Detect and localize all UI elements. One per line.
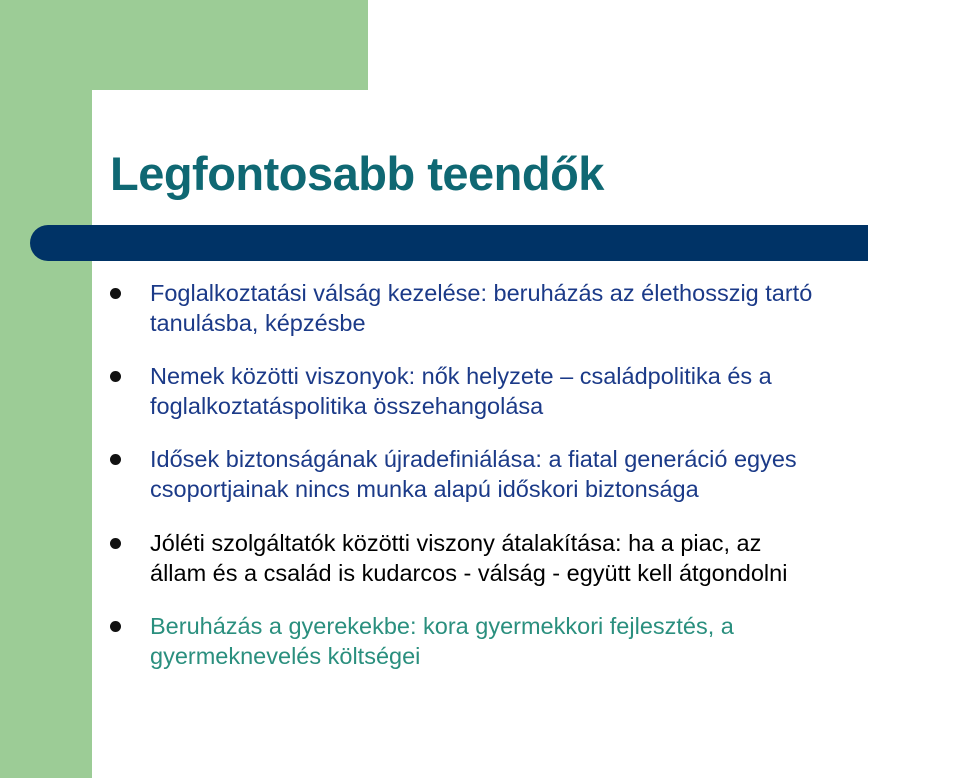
bullet-text: Idősek biztonságának újradefiniálása: a fiatal generáció egyes csoportjainak nincs munka alapú időskori biztonsága	[150, 446, 797, 502]
bullet-dot-icon	[110, 454, 121, 465]
bullet-dot-icon	[110, 371, 121, 382]
slide-title: Legfontosabb teendők	[110, 147, 604, 200]
bullet-dot-icon	[110, 621, 121, 632]
bullet-text: Beruházás a gyerekekbe: kora gyermekkori fejlesztés, a gyermeknevelés költségei	[150, 613, 734, 669]
bullet-dot-icon	[110, 288, 121, 299]
bullet-item	[110, 611, 930, 671]
bullet-text: Foglalkoztatási válság kezelése: beruházás az élethosszig tartó tanulásba, képzésbe	[150, 280, 813, 336]
bullet-item	[110, 361, 930, 421]
bullet-item	[110, 444, 930, 504]
bullet-item	[110, 528, 930, 588]
bullet-text: Nemek közötti viszonyok: nők helyzete – családpolitika és a foglalkoztatáspolitika összehangolása	[150, 363, 772, 419]
bullet-text: Jóléti szolgáltatók közötti viszony átalakítása: ha a piac, az állam és a család is kudarcos - válság - együtt kell átgondolni	[150, 530, 788, 586]
bullet-item	[110, 278, 930, 338]
bullet-dot-icon	[110, 538, 121, 549]
